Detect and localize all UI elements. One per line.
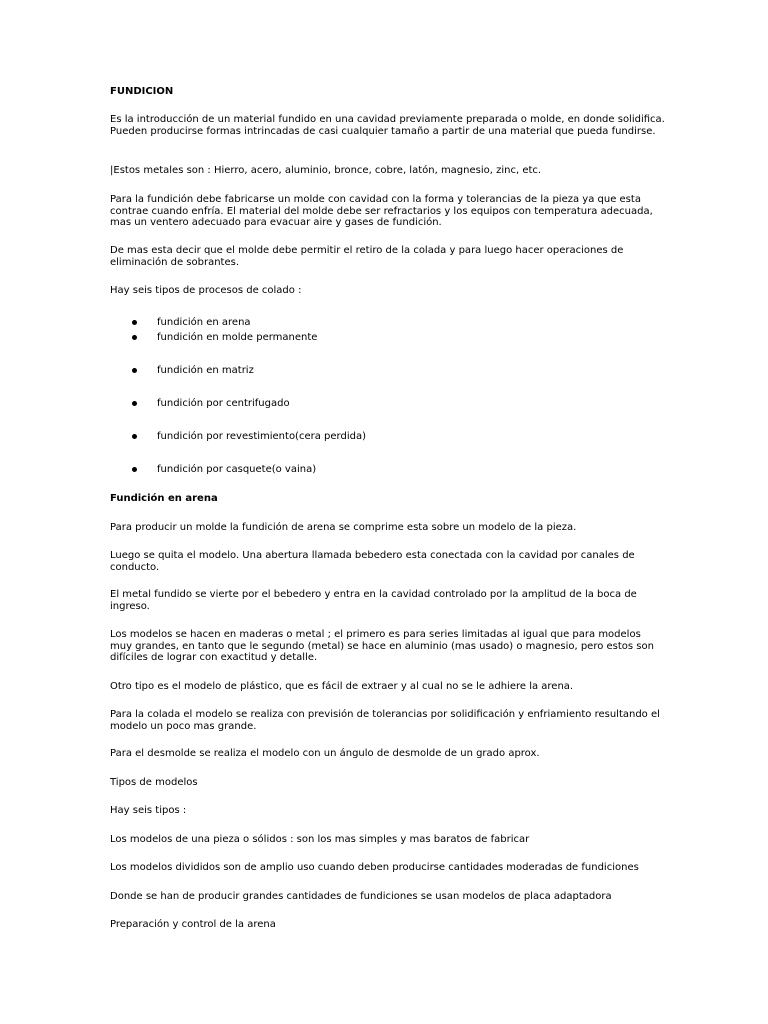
bullet-icon (132, 368, 137, 373)
model-paragraph-2: Los modelos divididos son de amplio uso cuando deben producirse cantidades moderadas de fundiciones (110, 862, 639, 873)
bullet-icon (132, 434, 137, 439)
document-title: FUNDICION (110, 86, 174, 97)
retiro-paragraph: De mas esta decir que el molde debe permitir el retiro de la colada y para luego hacer operaciones de eliminación de sobrantes. (110, 245, 624, 268)
metals-paragraph: |Estos metales son : Hierro, acero, aluminio, bronce, cobre, latón, magnesio, zinc, etc. (110, 165, 542, 176)
intro-paragraph: Es la introducción de un material fundido en una cavidad previamente preparada o molde, en donde solidifica. Pueden producirse formas intrincadas de casi cualquier tamaño a partir de una material que pueda fundirse. (110, 114, 665, 137)
mold-paragraph: Para la fundición debe fabricarse un molde con cavidad con la forma y tolerancias de la pieza ya que esta contrae cuando enfría. El material del molde debe ser refractarios y los equipos con temperatura adecuada, mas un ventero adecuado para evacuar aire y gases de fundición. (110, 194, 653, 228)
bullet-icon (132, 320, 137, 325)
list-item-text: fundición por revestimiento(cera perdida) (157, 431, 366, 442)
list-item-text: fundición por centrifugado (157, 398, 290, 409)
process-types-intro: Hay seis tipos de procesos de colado : (110, 285, 302, 296)
arena-paragraph-1: Para producir un molde la fundición de arena se comprime esta sobre un modelo de la pieza. (110, 522, 577, 533)
bullet-icon (132, 401, 137, 406)
list-item-text: fundición por casquete(o vaina) (157, 464, 317, 475)
arena-paragraph-6: Para la colada el modelo se realiza con previsión de tolerancias por solidificación y enfriamiento resultando el modelo un poco mas grande. (110, 709, 660, 732)
bullet-icon (132, 467, 137, 472)
arena-paragraph-5: Otro tipo es el modelo de plástico, que es fácil de extraer y al cual no se le adhiere la arena. (110, 681, 574, 692)
list-item-text: fundición en matriz (157, 365, 254, 376)
section-heading-sand: Preparación y control de la arena (110, 919, 276, 930)
arena-paragraph-2: Luego se quita el modelo. Una abertura llamada bebedero esta conectada con la cavidad por canales de conducto. (110, 550, 635, 573)
list-item-text: fundición en molde permanente (157, 332, 318, 343)
model-paragraph-3: Donde se han de producir grandes cantidades de fundiciones se usan modelos de placa adaptadora (110, 891, 612, 902)
section-heading-model-types: Tipos de modelos (110, 777, 198, 788)
model-paragraph-1: Los modelos de una pieza o sólidos : son los mas simples y mas baratos de fabricar (110, 834, 530, 845)
section-heading-arena: Fundición en arena (110, 493, 218, 504)
model-types-intro: Hay seis tipos : (110, 805, 187, 816)
list-item-text: fundición en arena (157, 317, 251, 328)
arena-paragraph-4: Los modelos se hacen en maderas o metal ; el primero es para series limitadas al igual que para modelos muy grandes, en tanto que le segundo (metal) se hace en aluminio (mas usado) o magnesio, pero estos son difíciles de lograr con exactitud y detalle. (110, 629, 654, 663)
arena-paragraph-7: Para el desmolde se realiza el modelo con un ángulo de desmolde de un grado aprox. (110, 748, 540, 759)
bullet-icon (132, 335, 137, 340)
arena-paragraph-3: El metal fundido se vierte por el bebedero y entra en la cavidad controlado por la amplitud de la boca de ingreso. (110, 589, 637, 612)
